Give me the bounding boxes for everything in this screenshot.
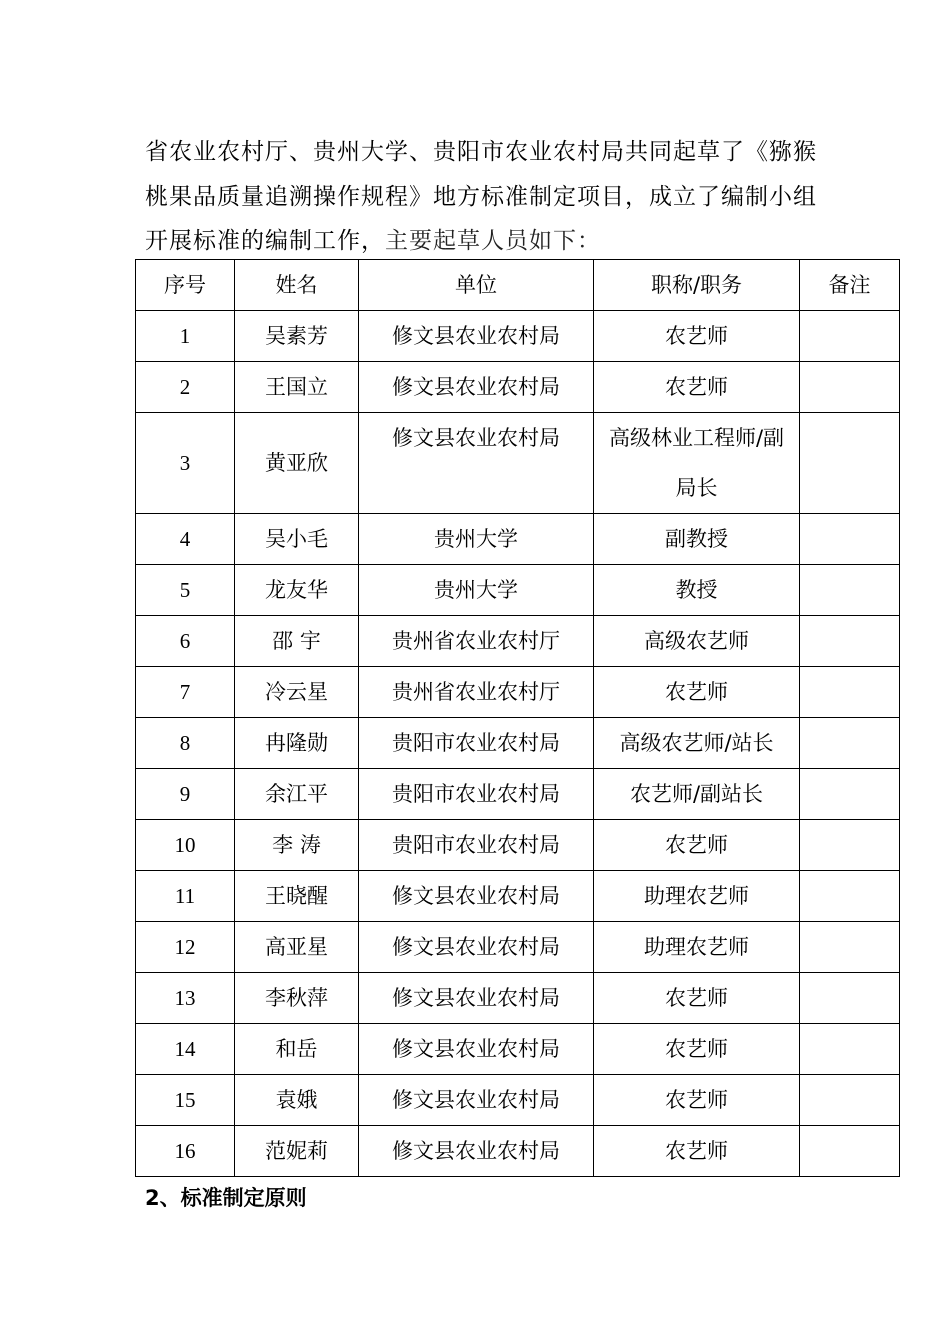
cell-no: 3 bbox=[136, 413, 235, 514]
cell-no: 11 bbox=[136, 871, 235, 922]
cell-no: 1 bbox=[136, 311, 235, 362]
table-row bbox=[136, 922, 900, 973]
cell-note bbox=[800, 565, 900, 616]
cell-note bbox=[800, 1075, 900, 1126]
cell-unit: 修文县农业农村局 bbox=[359, 1075, 594, 1126]
cell-note bbox=[800, 718, 900, 769]
cell-name: 高亚星 bbox=[235, 922, 359, 973]
cell-name: 冷云星 bbox=[235, 667, 359, 718]
cell-unit: 贵阳市农业农村局 bbox=[359, 769, 594, 820]
cell-text: 局长 bbox=[675, 476, 718, 500]
cell-name: 和岳 bbox=[235, 1024, 359, 1075]
cell-text: 高级林业工程师/副 bbox=[608, 426, 785, 450]
table-row bbox=[136, 871, 900, 922]
column-header: 备注 bbox=[800, 260, 900, 311]
cell-title: 助理农艺师 bbox=[594, 871, 800, 922]
table-row bbox=[136, 769, 900, 820]
cell-name: 王国立 bbox=[235, 362, 359, 413]
cell-no: 6 bbox=[136, 616, 235, 667]
cell-title: 农艺师 bbox=[594, 311, 800, 362]
cell-title bbox=[594, 413, 800, 514]
cell-note bbox=[800, 362, 900, 413]
cell-unit: 贵州大学 bbox=[359, 514, 594, 565]
cell-title: 助理农艺师 bbox=[594, 922, 800, 973]
paragraph-line: 省农业农村厅、贵州大学、贵阳市农业农村局共同起草了《猕猴 bbox=[145, 139, 817, 165]
paragraph-text: 主要起草人员如下： bbox=[385, 228, 601, 254]
cell-name: 邵 宇 bbox=[235, 616, 359, 667]
cell-note bbox=[800, 514, 900, 565]
cell-note bbox=[800, 1126, 900, 1177]
cell-note bbox=[800, 973, 900, 1024]
cell-name: 李 涛 bbox=[235, 820, 359, 871]
cell-unit: 修文县农业农村局 bbox=[359, 973, 594, 1024]
cell-note bbox=[800, 769, 900, 820]
cell-name: 余江平 bbox=[235, 769, 359, 820]
cell-no: 15 bbox=[136, 1075, 235, 1126]
column-header: 单位 bbox=[359, 260, 594, 311]
cell-title: 农艺师 bbox=[594, 667, 800, 718]
column-header: 职称/职务 bbox=[594, 260, 800, 311]
column-header: 姓名 bbox=[235, 260, 359, 311]
cell-name: 黄亚欣 bbox=[235, 413, 359, 514]
table-header-row bbox=[136, 260, 900, 311]
cell-unit: 修文县农业农村局 bbox=[359, 413, 594, 514]
cell-unit: 贵阳市农业农村局 bbox=[359, 820, 594, 871]
cell-title: 高级农艺师/站长 bbox=[594, 718, 800, 769]
cell-name: 龙友华 bbox=[235, 565, 359, 616]
cell-no: 8 bbox=[136, 718, 235, 769]
table-row bbox=[136, 820, 900, 871]
table-row bbox=[136, 311, 900, 362]
cell-name: 李秋萍 bbox=[235, 973, 359, 1024]
paragraph-text: 开展标准的编制工作， bbox=[145, 228, 385, 254]
paragraph-line bbox=[145, 219, 825, 264]
cell-no: 14 bbox=[136, 1024, 235, 1075]
cell-title: 农艺师 bbox=[594, 362, 800, 413]
cell-no: 10 bbox=[136, 820, 235, 871]
cell-unit: 修文县农业农村局 bbox=[359, 311, 594, 362]
table-row bbox=[136, 413, 900, 514]
cell-no: 5 bbox=[136, 565, 235, 616]
column-header: 序号 bbox=[136, 260, 235, 311]
table-row bbox=[136, 362, 900, 413]
cell-no: 7 bbox=[136, 667, 235, 718]
cell-no: 16 bbox=[136, 1126, 235, 1177]
paragraph-line: 桃果品质量追溯操作规程》地方标准制定项目，成立了编制小组 bbox=[145, 183, 817, 210]
table-row bbox=[136, 667, 900, 718]
cell-no: 12 bbox=[136, 922, 235, 973]
cell-unit: 贵州省农业农村厅 bbox=[359, 667, 594, 718]
cell-unit: 修文县农业农村局 bbox=[359, 1126, 594, 1177]
cell-name: 范妮莉 bbox=[235, 1126, 359, 1177]
cell-unit: 修文县农业农村局 bbox=[359, 922, 594, 973]
cell-note bbox=[800, 1024, 900, 1075]
cell-title: 副教授 bbox=[594, 514, 800, 565]
table-row bbox=[136, 1024, 900, 1075]
table-row bbox=[136, 514, 900, 565]
cell-title: 农艺师/副站长 bbox=[594, 769, 800, 820]
cell-unit: 贵州大学 bbox=[359, 565, 594, 616]
cell-name: 袁娥 bbox=[235, 1075, 359, 1126]
cell-title: 农艺师 bbox=[594, 1075, 800, 1126]
cell-unit: 贵州省农业农村厅 bbox=[359, 616, 594, 667]
table-row bbox=[136, 973, 900, 1024]
cell-title: 农艺师 bbox=[594, 973, 800, 1024]
table-row bbox=[136, 1075, 900, 1126]
cell-note bbox=[800, 667, 900, 718]
cell-note bbox=[800, 820, 900, 871]
cell-no: 2 bbox=[136, 362, 235, 413]
drafters-table bbox=[135, 259, 900, 1177]
cell-note bbox=[800, 616, 900, 667]
cell-name: 冉隆勋 bbox=[235, 718, 359, 769]
cell-unit: 修文县农业农村局 bbox=[359, 871, 594, 922]
section-heading: 2、标准制定原则 bbox=[145, 1186, 307, 1210]
table-row bbox=[136, 565, 900, 616]
cell-no: 4 bbox=[136, 514, 235, 565]
cell-no: 9 bbox=[136, 769, 235, 820]
intro-paragraph bbox=[145, 130, 825, 264]
cell-note bbox=[800, 871, 900, 922]
cell-note bbox=[800, 311, 900, 362]
cell-name: 王晓醒 bbox=[235, 871, 359, 922]
cell-name: 吴素芳 bbox=[235, 311, 359, 362]
cell-name: 吴小毛 bbox=[235, 514, 359, 565]
cell-title: 农艺师 bbox=[594, 820, 800, 871]
cell-title: 教授 bbox=[594, 565, 800, 616]
cell-unit: 修文县农业农村局 bbox=[359, 1024, 594, 1075]
cell-note bbox=[800, 922, 900, 973]
table-row bbox=[136, 718, 900, 769]
cell-note bbox=[800, 413, 900, 514]
cell-title: 农艺师 bbox=[594, 1024, 800, 1075]
cell-unit: 贵阳市农业农村局 bbox=[359, 718, 594, 769]
cell-title: 高级农艺师 bbox=[594, 616, 800, 667]
cell-unit: 修文县农业农村局 bbox=[359, 362, 594, 413]
table-row bbox=[136, 616, 900, 667]
table-row bbox=[136, 1126, 900, 1177]
cell-no: 13 bbox=[136, 973, 235, 1024]
cell-title: 农艺师 bbox=[594, 1126, 800, 1177]
